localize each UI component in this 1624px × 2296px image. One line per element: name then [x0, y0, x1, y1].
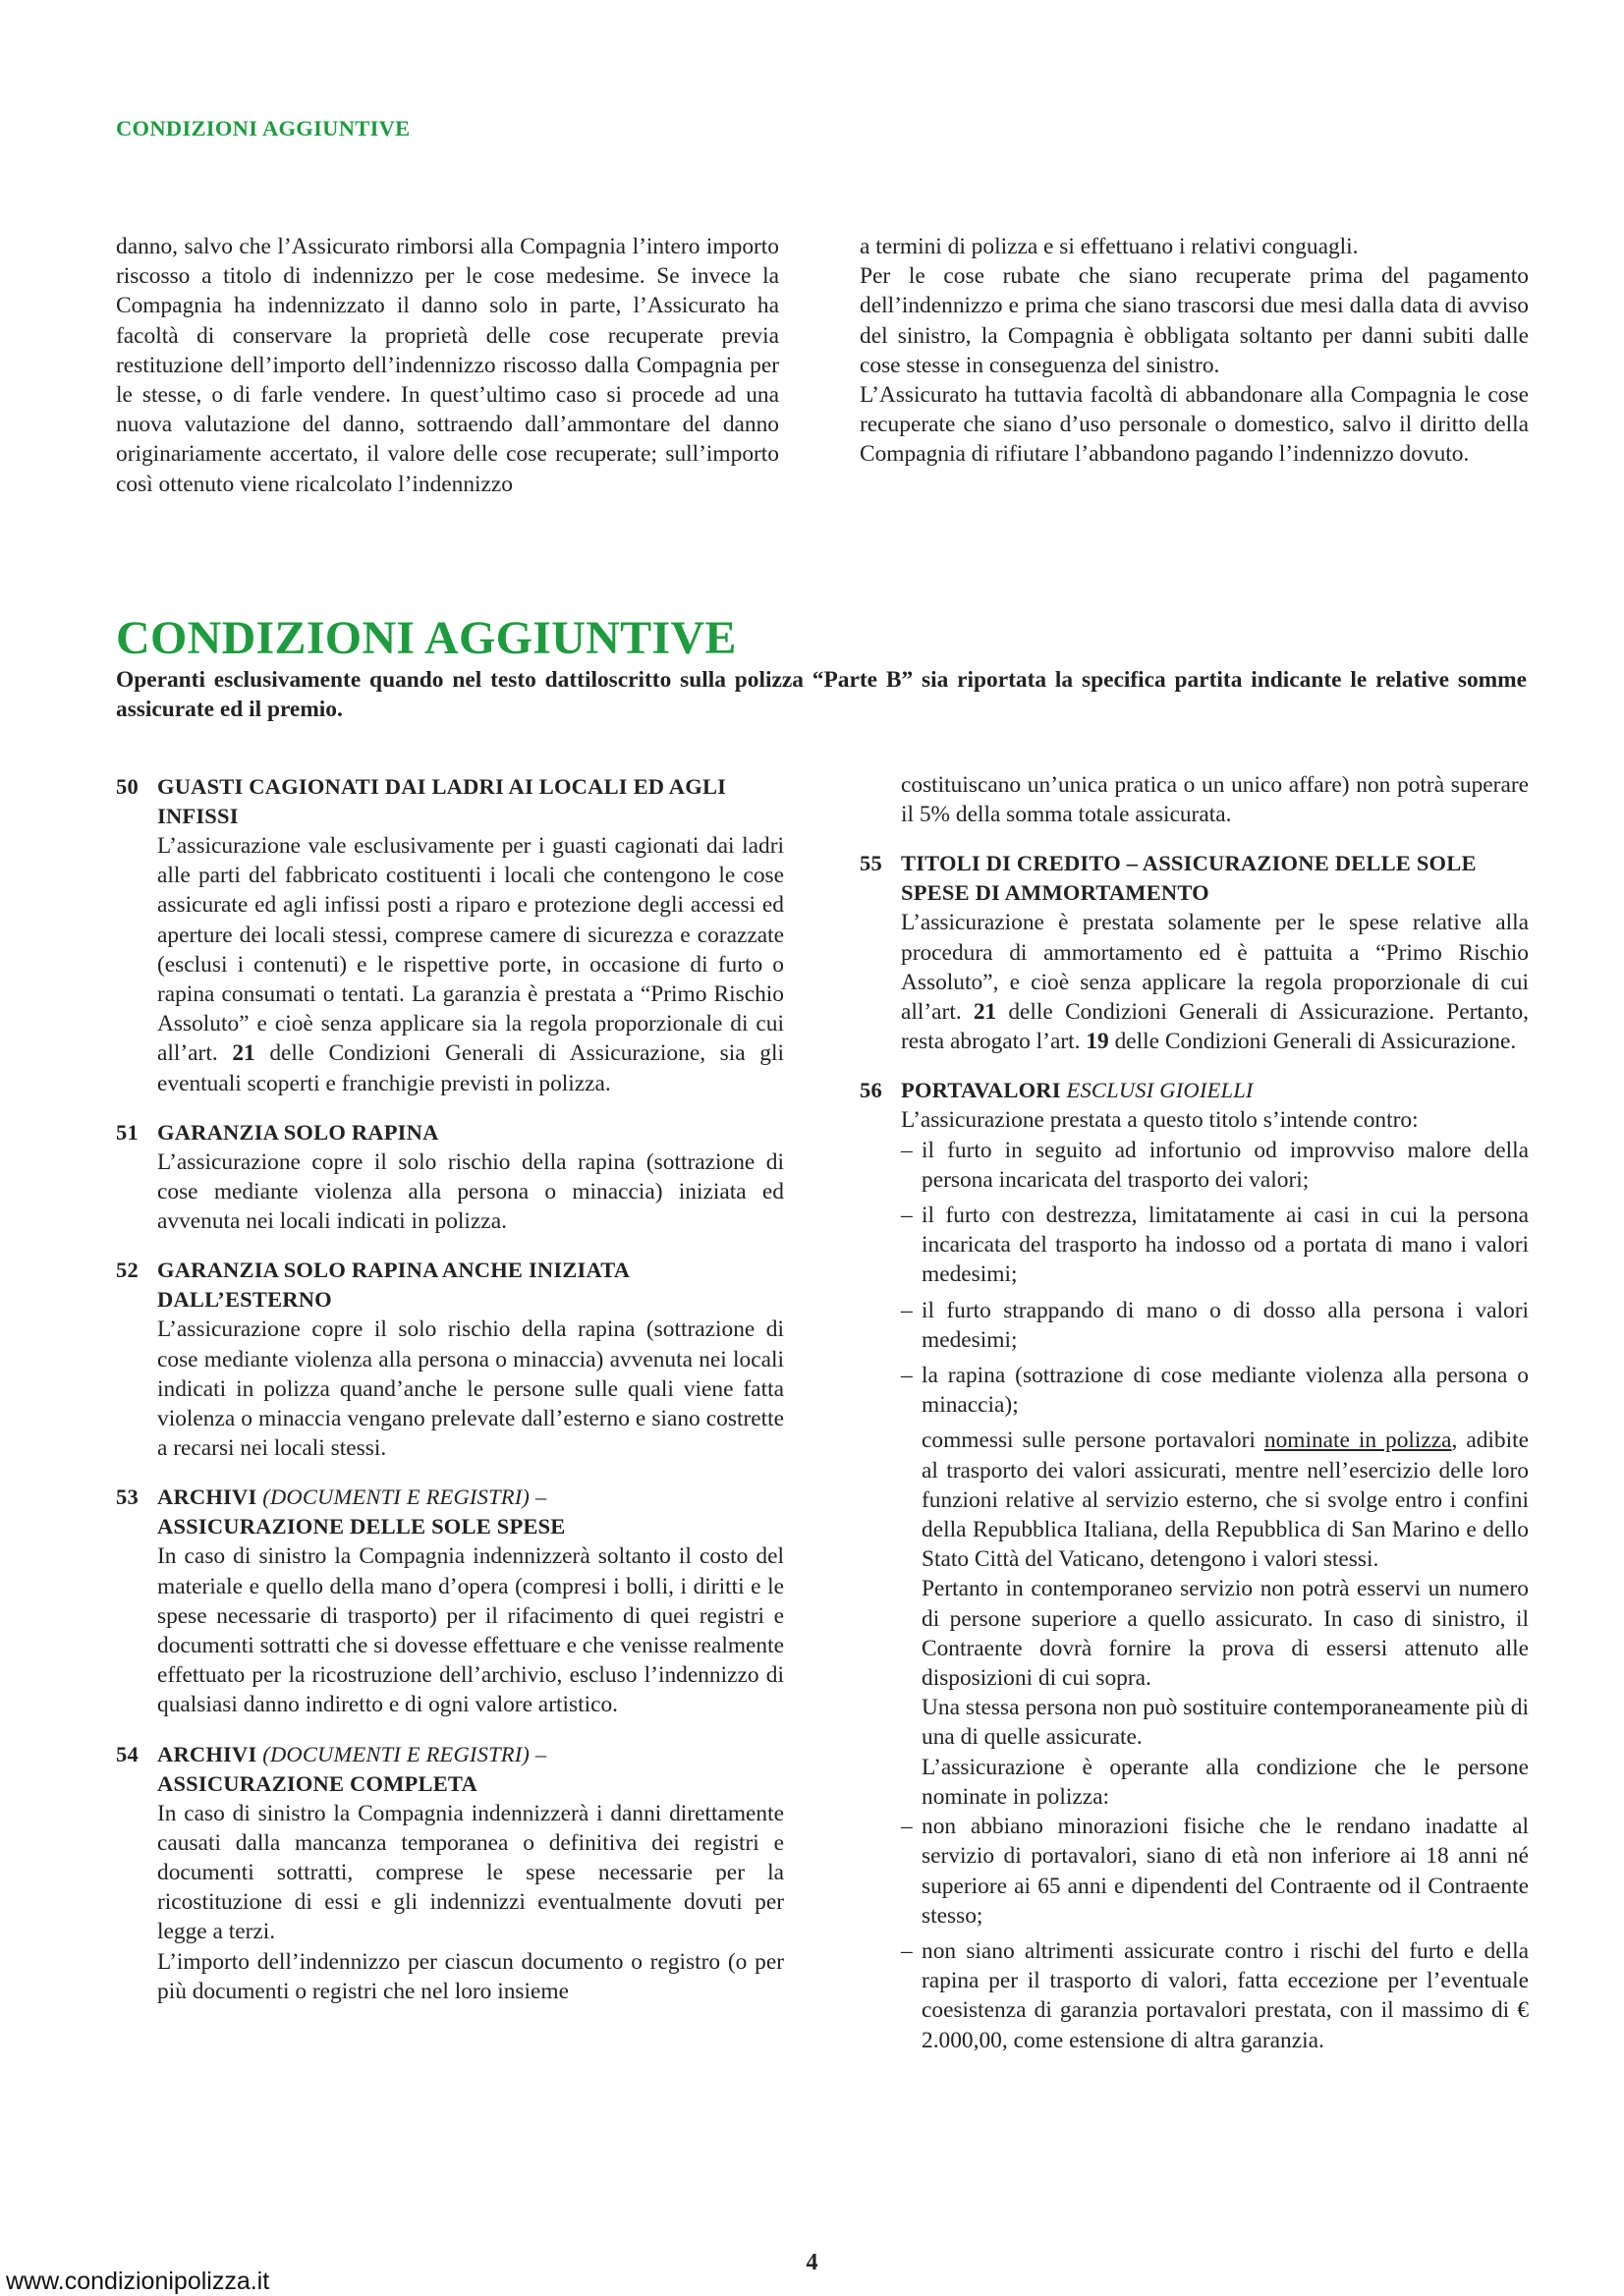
list-item: – il furto strappando di mano o di dosso alla persona i valori medesimi;: [901, 1296, 1529, 1355]
underlined-text: nominate in polizza: [1263, 1428, 1452, 1454]
article-52: [116, 1256, 784, 1463]
article-reference: 21: [973, 999, 997, 1026]
dash-bullet: –: [901, 1137, 913, 1163]
list-item: – il furto in seguito ad infortunio od improvviso malore della persona incaricata del trasporto dei valori;: [901, 1136, 1529, 1195]
article-number: 52: [116, 1258, 139, 1283]
paragraph: L’Assicurato ha tuttavia facoltà di abbandonare alla Compagnia le cose recuperate che siano d’uso personale o domestico, salvo il diritto della Compagnia di rifiutare l’abbandono pagando l’indennizzo dovuto.: [860, 382, 1529, 468]
article-number: 54: [116, 1741, 139, 1766]
article-reference: 19: [1086, 1029, 1109, 1055]
dash-bullet: –: [901, 1203, 913, 1229]
article-body: In caso di sinistro la Compagnia indennizzerà i danni direttamente causati dalla mancanza temporanea o definitiva dei registri e documenti sottratti, comprese le spese necessarie per la ricostituzione di essi e gli indennizzi eventualmente dovuti per legge a terzi. L’importo dell’indennizzo per ciascun documento o registro (o per più documenti o registri che nel loro insieme: [157, 1800, 784, 2004]
dash-bullet: –: [901, 1937, 913, 1964]
article-body: L’assicurazione copre il solo rischio della rapina (sottrazione di cose mediante violenza alla persona o minaccia) iniziata ed avvenuta nei locali indicati in polizza.: [157, 1148, 784, 1235]
right-column: [860, 770, 1529, 2075]
dash-bullet: –: [901, 1363, 913, 1389]
watermark-url: www.condizionipolizza.it: [6, 2268, 270, 2295]
article-number: 50: [116, 774, 139, 799]
list-item: – non abbiano minorazioni fisiche che le rendano inadatte al servizio di portavalori, siano di età non inferiore ai 18 anni né superiore ai 65 anni e dipendenti del Contraente od il Contraente stesso;: [901, 1812, 1529, 1931]
article-body: In caso di sinistro la Compagnia indennizzerà soltanto il costo del materiale e quello della mano d’opera (compresi i bolli, i diritti e le spese necessarie di trasporto) per il rifacimento di quei registri e documenti sottratti che si dovesse effettuare e che venisse realmente effettuato per la ricostruzione dell’archivio, escluso l’indennizzo di qualsiasi danno indiretto e di ogni valore artistico.: [157, 1543, 785, 1718]
article-number: 55: [860, 851, 882, 876]
article-title: ARCHIVI (DOCUMENTI E REGISTRI) – ASSICURAZIONE COMPLETA: [157, 1741, 547, 1796]
running-header: CONDIZIONI AGGIUNTIVE: [116, 116, 411, 140]
article-53: [116, 1483, 784, 1719]
left-column: [116, 772, 784, 2026]
article-title: GARANZIA SOLO RAPINA: [157, 1119, 439, 1145]
article-body: L’assicurazione copre il solo rischio della rapina (sottrazione di cose mediante violenza alla persona o minaccia) avvenuta nei locali indicati in polizza quand’anche le persone sulle quali viene fatta violenza o minaccia vengano prelevate dall’esterno e siano costrette a recarsi nei locali stessi.: [157, 1316, 784, 1462]
article-body: L’assicurazione è prestata solamente per le spese relative alla procedura di ammortamento ed è pattuita a “Primo Rischio Assoluto”, e cioè senza applicare la regola proporzionale di cui all’art. 21 delle Condizioni Generali di Assicurazione. Pertanto, resta abrogato l’art. 19 delle Condizioni Generali di Assicurazione.: [901, 910, 1529, 1055]
article-54-continued: costituiscano un’unica pratica o un unico affare) non potrà superare il 5% della somma totale assicurata.: [901, 772, 1529, 828]
dash-bullet: –: [901, 1297, 913, 1323]
section-subtitle: Operanti esclusivamente quando nel testo dattiloscritto sulla polizza “Parte B” sia riportata la specifica partita indicante le relative somme assicurate ed il premio.: [116, 667, 1527, 723]
article-55: [860, 849, 1529, 1056]
article-title: GUASTI CAGIONATI DAI LADRI AI LOCALI ED AGLI INFISSI: [157, 774, 727, 828]
paragraph: a termini di polizza e si effettuano i relativi conguagli.: [860, 234, 1359, 259]
article-51: [116, 1118, 784, 1237]
article-title: ARCHIVI (DOCUMENTI E REGISTRI) – ASSICURAZIONE DELLE SOLE SPESE: [157, 1484, 566, 1540]
top-right-column: [860, 232, 1529, 470]
article-number: 53: [116, 1484, 139, 1510]
article-54: [116, 1740, 784, 2006]
list-item: – il furto con destrezza, limitatamente ai casi in cui la persona incaricata del trasporto ha indosso od a portata di mano i valori medesimi;: [901, 1201, 1529, 1290]
top-left-column: [116, 232, 779, 499]
article-reference: 21: [232, 1040, 255, 1067]
article-number: 56: [860, 1078, 882, 1103]
article-title: GARANZIA SOLO RAPINA ANCHE INIZIATA DALL’ESTERNO: [157, 1258, 630, 1313]
article-body: L’assicurazione vale esclusivamente per i guasti cagionati dai ladri alle parti del fabbricato costituenti i locali che contengono le cose assicurate ed agli infissi posti a riparo e protezione degli accessi ed aperture dei locali stessi, comprese camere di sicurezza e corazzate (esclusi i contenuti) e le rispettive porte, in occasione di furto o rapina consumati o tentati. La garanzia è prestata a “Primo Rischio Assoluto” e cioè senza applicare sia la regola proporzionale di cui all’art. 21 delle Condizioni Generali di Assicurazione, sia gli eventuali scoperti e franchigie previsti in polizza.: [157, 833, 784, 1096]
article-title: PORTAVALORI ESCLUSI GIOIELLI: [901, 1078, 1254, 1103]
article-number: 51: [116, 1119, 139, 1145]
article-body: L’assicurazione prestata a questo titolo s’intende contro: – il furto in seguito ad infortunio od improvviso malore della persona incaricata del trasporto dei valori; – il furto con destrezza, limitatamente ai casi in cui la persona incaricata del trasporto ha indosso od a portata di mano i valori medesimi; – il furto strappando di mano o di dosso alla persona i valori medesimi; – la rapina (sottrazione di cose mediante violenza alla persona o minaccia); commessi sulle persone portavalori nominate in polizza, adibite al trasporto dei valori assicurati, mentre nell’esercizio delle loro funzioni relative al servizio esterno, che si svolge entro i confini della Repubblica Italiana, della Repubblica di San Marino e dello Stato Città del Vaticano, detengono i valori stessi. Pertanto in contemporaneo servizio non potrà esservi un numero di persone superiore a quello assicurato. In caso di sinistro, il Contraente dovrà fornire la prova di essersi attenuto alle disposizioni di cui sopra. Una stessa persona non può sostituire contemporaneamente più di una di quelle assicurate. L’assicurazione è operante alla condizione che le persone nominate in polizza: – non abbiano minorazioni fisiche che le rendano inadatte al servizio di portavalori, siano di età non inferiore ai 18 anni né superiore ai 65 anni e dipendenti del Contraente od il Contraente stesso; – non siano altrimenti assicurate contro i rischi del furto e della rapina per il trasporto di valori, fatta eccezione per l’eventuale coesistenza di garanzia portavalori prestata, con il massimo di € 2.000,00, come estensione di altra garanzia.: [901, 1105, 1529, 2054]
section-title: CONDIZIONI AGGIUNTIVE: [116, 612, 737, 664]
list-item: – la rapina (sottrazione di cose mediante violenza alla persona o minaccia);: [901, 1361, 1529, 1420]
page-number: 4: [806, 2250, 818, 2275]
article-title: TITOLI DI CREDITO – ASSICURAZIONE DELLE SOLE SPESE DI AMMORTAMENTO: [901, 851, 1477, 906]
list-item: – non siano altrimenti assicurate contro i rischi del furto e della rapina per il trasporto di valori, fatta eccezione per l’eventuale coesistenza di garanzia portavalori prestata, con il massimo di € 2.000,00, come estensione di altra garanzia.: [901, 1936, 1529, 2055]
continued-paragraph: danno, salvo che l’Assicurato rimborsi alla Compagnia l’intero importo riscosso a titolo di indennizzo per le cose medesime. Se invece la Compagnia ha indennizzato il danno solo in parte, l’Assicurato ha facoltà di conservare la proprietà delle cose recuperate previa restituzione dell’importo dell’indennizzo riscosso dalla Compagnia per le stesse, o di farle vendere. In quest’ultimo caso si procede ad una nuova valutazione del danno, sottraendo dall’ammontare del danno originariamente accertato, il valore delle cose recuperate; sull’importo così ottenuto viene ricalcolato l’indennizzo: [116, 234, 779, 497]
article-56: [860, 1076, 1529, 2054]
article-50: [116, 772, 784, 1098]
dash-bullet: –: [901, 1814, 913, 1840]
paragraph: Per le cose rubate che siano recuperate prima del pagamento dell’indennizzo e prima che siano trascorsi due mesi dalla data di avviso del sinistro, la Compagnia è obbligata soltanto per danni subiti dalle cose stesse in conseguenza del sinistro.: [860, 263, 1529, 378]
